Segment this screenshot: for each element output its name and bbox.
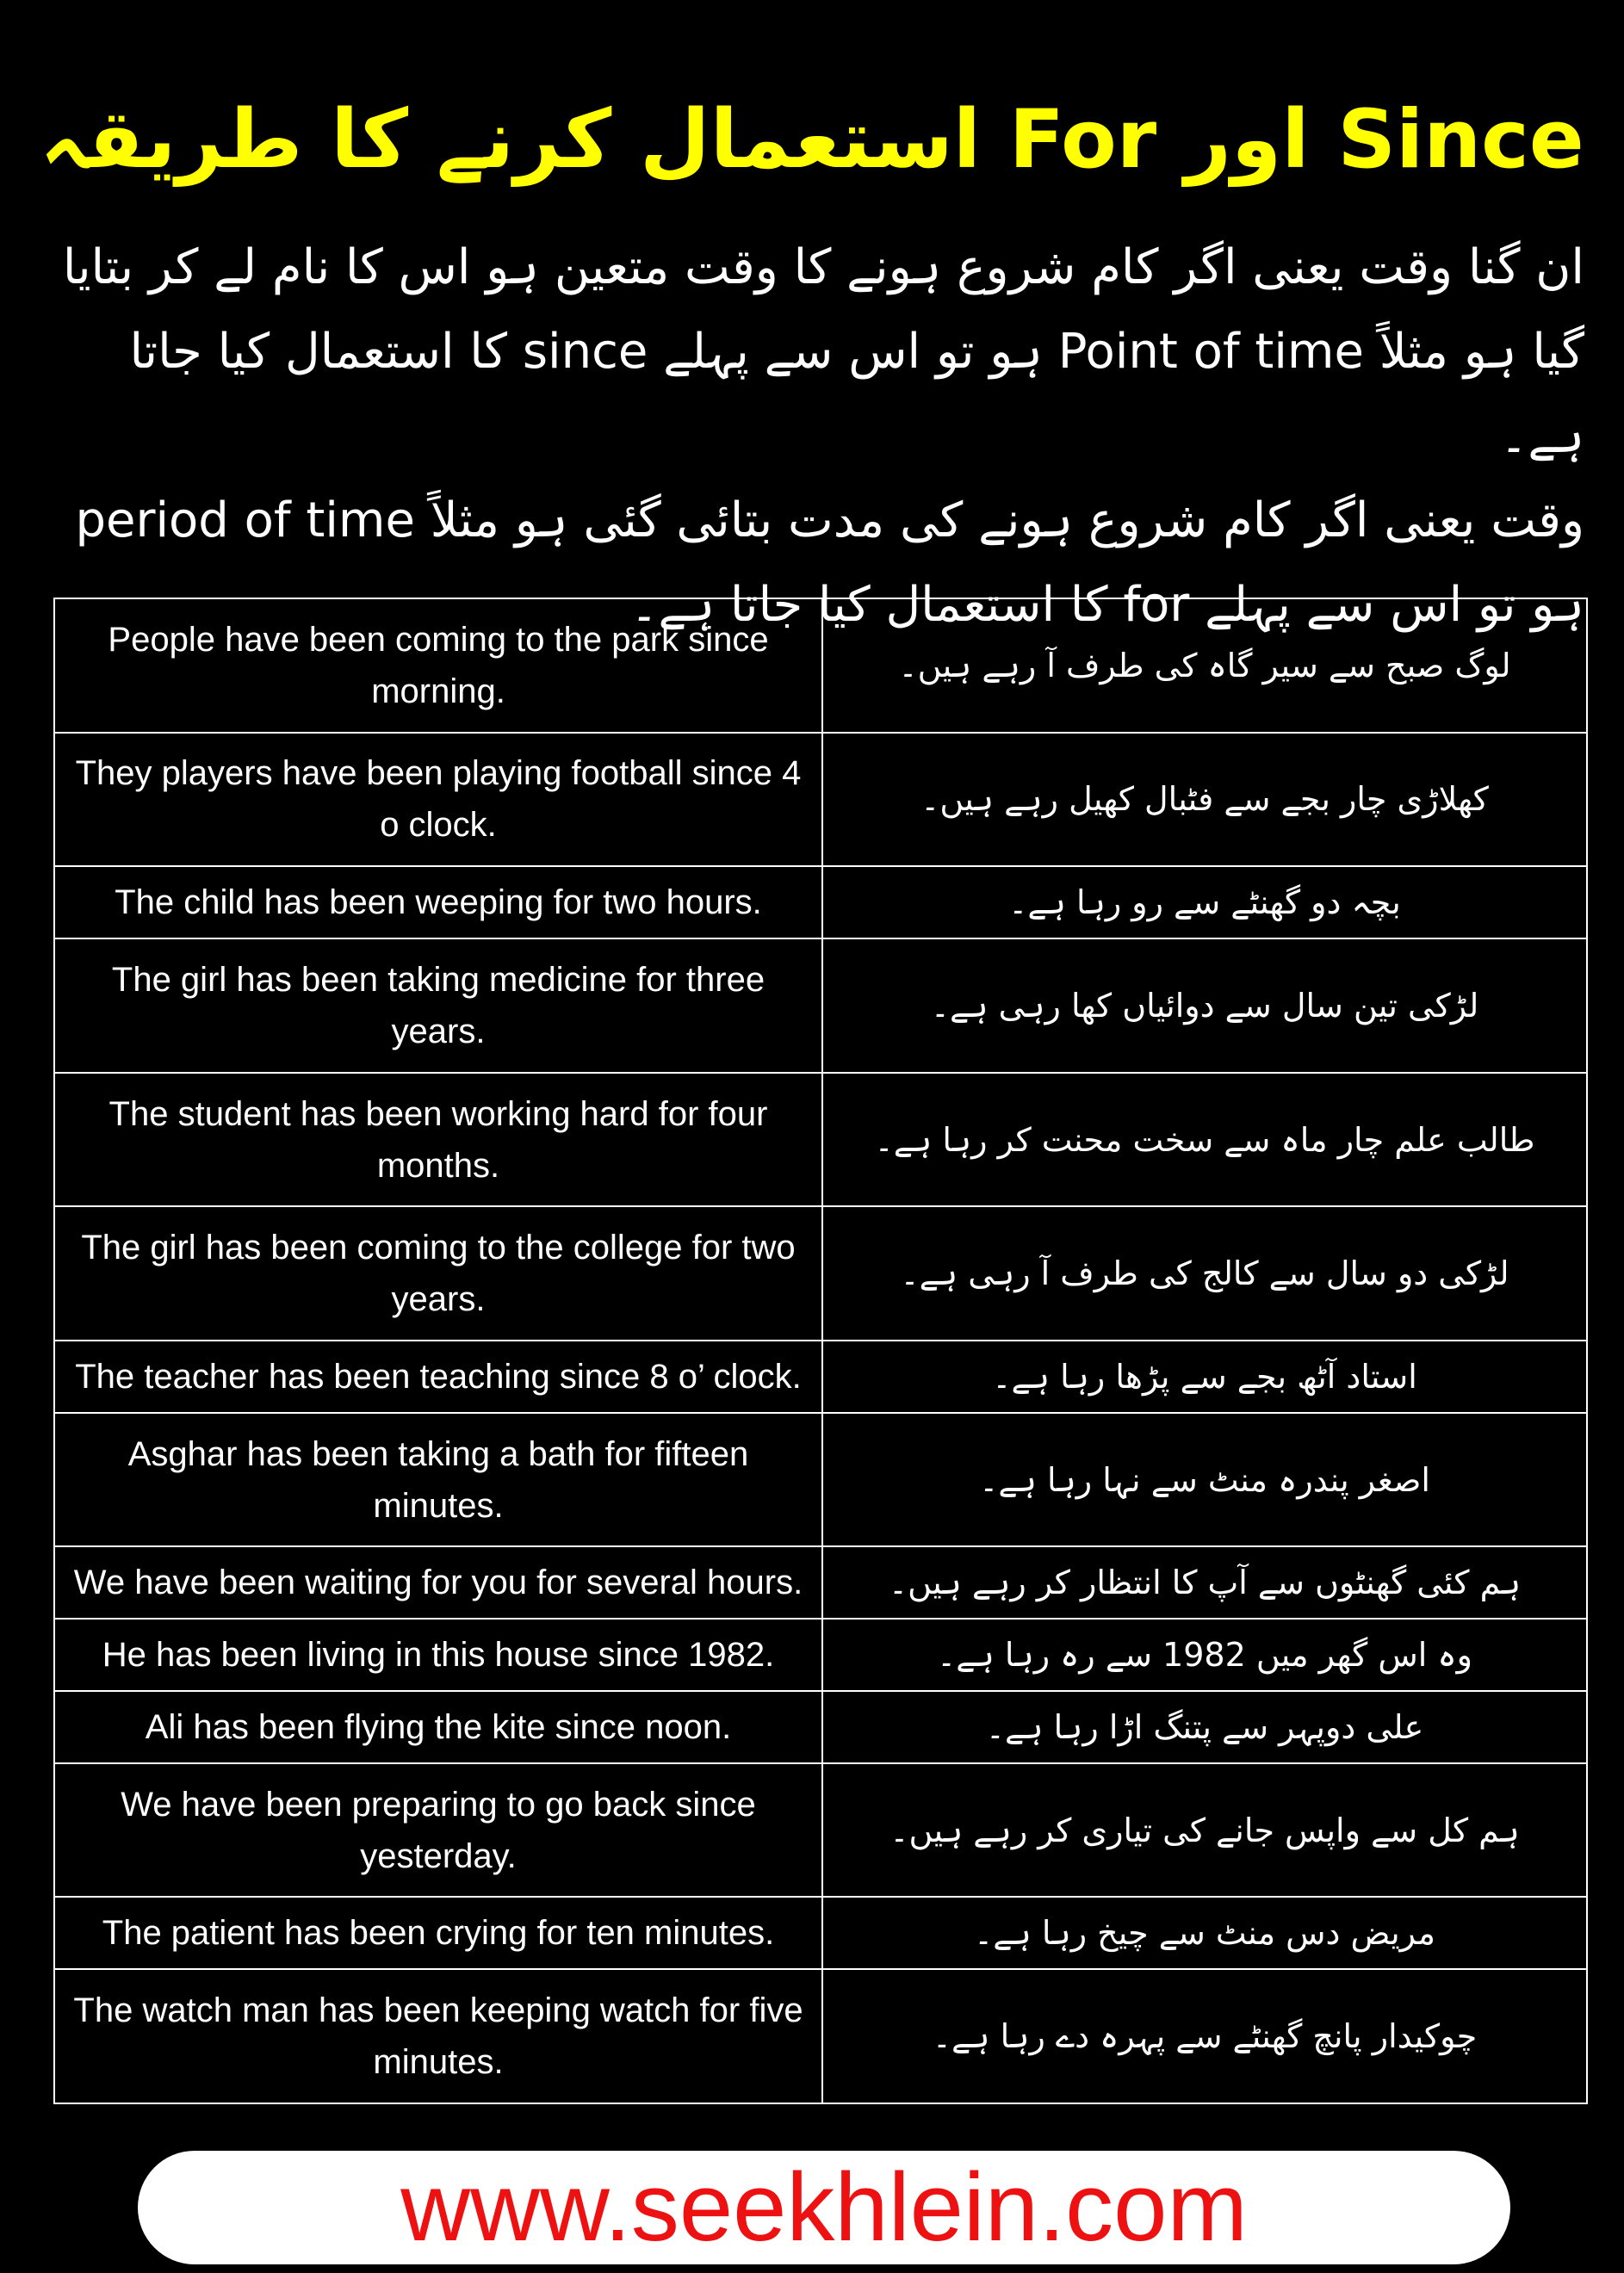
urdu-translation: چوکیدار پانچ گھنٹے سے پہرہ دے رہا ہے۔ — [822, 1969, 1587, 2103]
urdu-translation: وہ اس گھر میں 1982 سے رہ رہا ہے۔ — [822, 1619, 1587, 1691]
urdu-translation: کھلاڑی چار بجے سے فٹبال کھیل رہے ہیں۔ — [822, 733, 1587, 867]
website-url-banner: www.seekhlein.com — [138, 2151, 1510, 2264]
table-row — [54, 1763, 1587, 1898]
intro-paragraph-since: ان گنا وقت یعنی اگر کام شروع ہونے کا وقت متعین ہو اس کا نام لے کر بتایا گیا ہو مثلاً Point of time ہو تو اس سے پہلے since کا استعمال کیا جاتا ہے۔ — [62, 239, 1584, 464]
table-row — [54, 1341, 1587, 1413]
urdu-translation: لڑکی تین سال سے دوائیاں کھا رہی ہے۔ — [822, 938, 1587, 1073]
urdu-translation: بچہ دو گھنٹے سے رو رہا ہے۔ — [822, 866, 1587, 938]
urdu-translation: علی دوپہر سے پتنگ اڑا رہا ہے۔ — [822, 1691, 1587, 1763]
english-sentence: The teacher has been teaching since 8 o’ clock. — [54, 1341, 822, 1413]
english-sentence: Asghar has been taking a bath for fifteen minutes. — [54, 1413, 822, 1547]
urdu-translation: لوگ صبح سے سیر گاہ کی طرف آ رہے ہیں۔ — [822, 598, 1587, 733]
english-sentence: We have been waiting for you for several hours. — [54, 1546, 822, 1619]
table-row — [54, 1413, 1587, 1547]
table-row — [54, 1206, 1587, 1341]
urdu-translation: ہم کئی گھنٹوں سے آپ کا انتظار کر رہے ہیں۔ — [822, 1546, 1587, 1619]
table-row — [54, 598, 1587, 733]
urdu-translation: ہم کل سے واپس جانے کی تیاری کر رہے ہیں۔ — [822, 1763, 1587, 1898]
urdu-translation: لڑکی دو سال سے کالج کی طرف آ رہی ہے۔ — [822, 1206, 1587, 1341]
english-sentence: The watch man has been keeping watch for five minutes. — [54, 1969, 822, 2103]
table-row — [54, 1619, 1587, 1691]
intro-paragraph-for: وقت یعنی اگر کام شروع ہونے کی مدت بتائی گئی ہو مثلاً period of time ہو تو اس سے پہلے for کا استعمال کیا جاتا ہے۔ — [75, 492, 1584, 633]
english-sentence: They players have been playing football since 4 o clock. — [54, 733, 822, 867]
english-sentence: The student has been working hard for four months. — [54, 1073, 822, 1207]
table-row — [54, 938, 1587, 1073]
table-row — [54, 1073, 1587, 1207]
english-sentence: The girl has been coming to the college for two years. — [54, 1206, 822, 1341]
table-row — [54, 733, 1587, 867]
urdu-translation: طالب علم چار ماہ سے سخت محنت کر رہا ہے۔ — [822, 1073, 1587, 1207]
table-row — [54, 1969, 1587, 2103]
english-sentence: The girl has been taking medicine for three years. — [54, 938, 822, 1073]
english-sentence: Ali has been flying the kite since noon. — [54, 1691, 822, 1763]
page-title: Since اور For استعمال کرنے کا طریقہ — [40, 93, 1584, 187]
table-row — [54, 1897, 1587, 1969]
intro-text — [57, 226, 1584, 633]
table-row — [54, 1546, 1587, 1619]
examples-table — [53, 598, 1588, 2104]
english-sentence: The patient has been crying for ten minutes. — [54, 1897, 822, 1969]
urdu-translation: مریض دس منٹ سے چیخ رہا ہے۔ — [822, 1897, 1587, 1969]
english-sentence: He has been living in this house since 1982. — [54, 1619, 822, 1691]
english-sentence: People have been coming to the park since morning. — [54, 598, 822, 733]
table-row — [54, 866, 1587, 938]
english-sentence: We have been preparing to go back since yesterday. — [54, 1763, 822, 1898]
urdu-translation: اصغر پندرہ منٹ سے نہا رہا ہے۔ — [822, 1413, 1587, 1547]
english-sentence: The child has been weeping for two hours. — [54, 866, 822, 938]
urdu-translation: استاد آٹھ بجے سے پڑھا رہا ہے۔ — [822, 1341, 1587, 1413]
table-row — [54, 1691, 1587, 1763]
